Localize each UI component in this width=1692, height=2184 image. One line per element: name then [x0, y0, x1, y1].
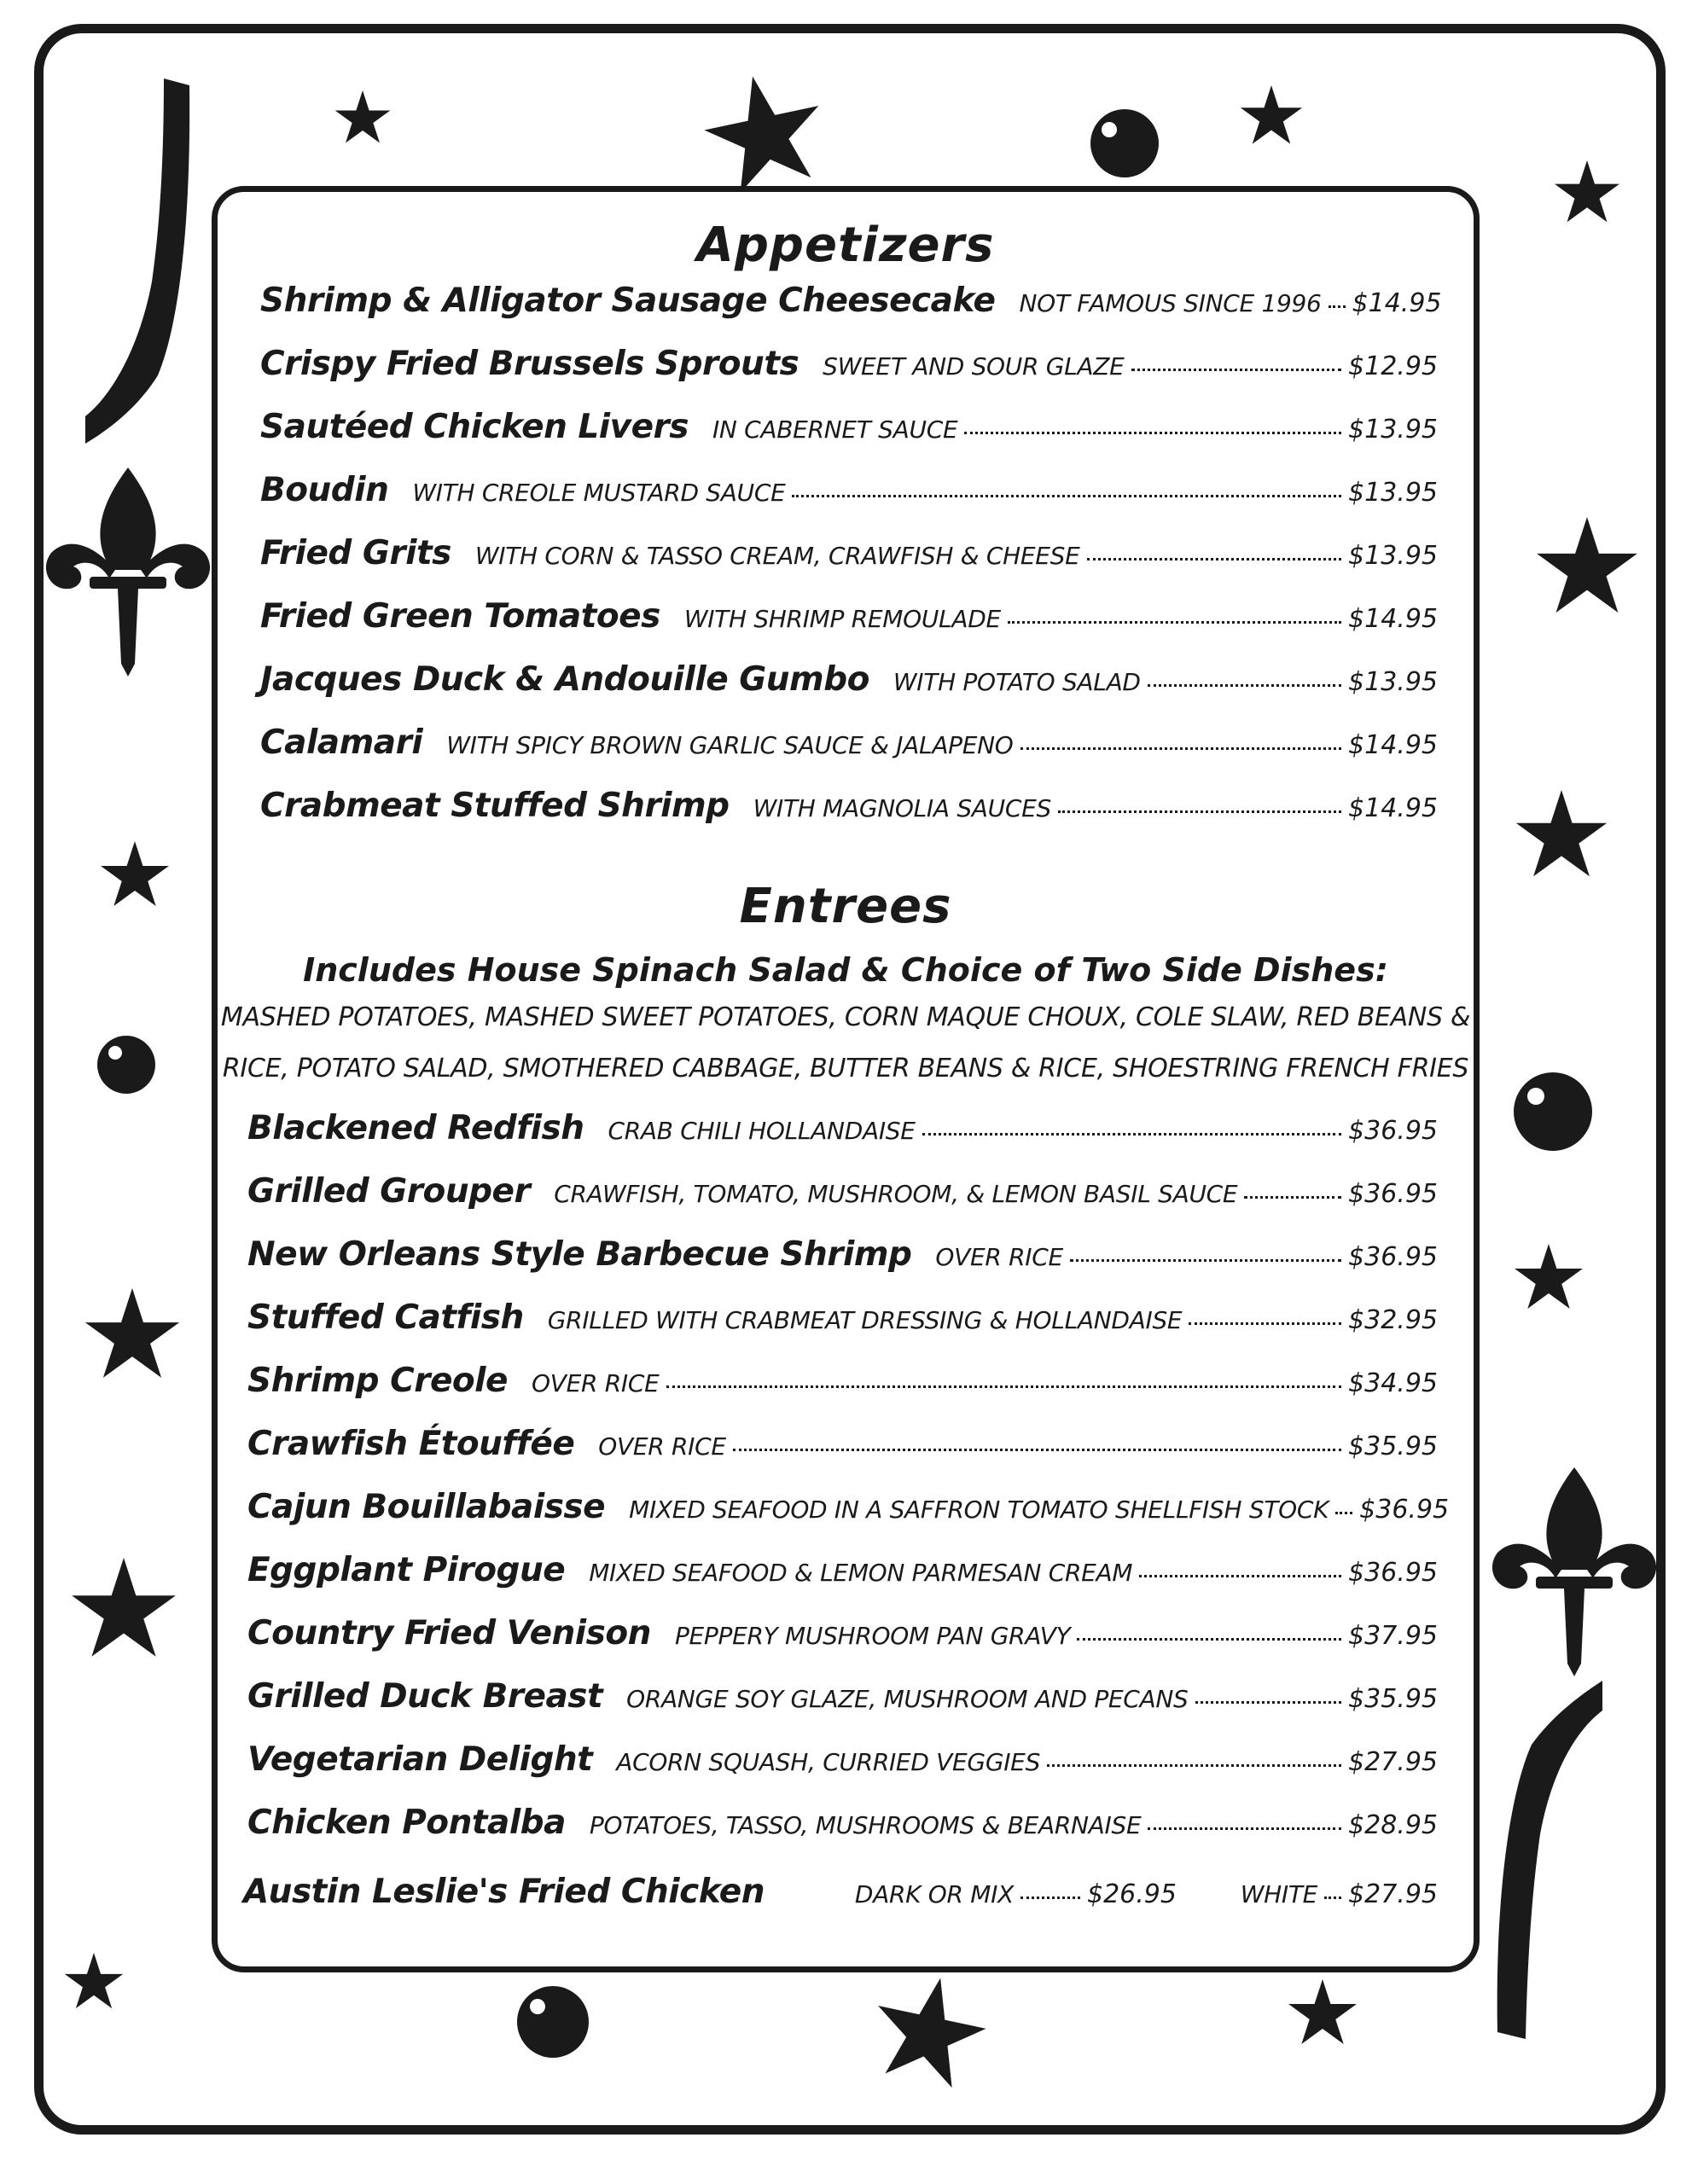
item-description: OVER RICE	[532, 1369, 660, 1397]
star-icon	[1537, 517, 1637, 613]
menu-item	[247, 1235, 1438, 1287]
menu-item	[247, 1614, 1438, 1665]
menu-item	[247, 1677, 1438, 1728]
option-white-price: $27.95	[1348, 1879, 1438, 1909]
star-icon	[1241, 85, 1302, 144]
option-white-label: WHITE	[1240, 1880, 1318, 1908]
item-price: $36.95	[1348, 1558, 1438, 1588]
item-price: $37.95	[1348, 1621, 1438, 1651]
menu-item	[247, 1740, 1438, 1792]
dot-leader	[792, 495, 1341, 497]
item-name: Stuffed Catfish	[247, 1298, 524, 1337]
fleur-de-lis-icon	[46, 468, 210, 677]
item-description: PEPPERY MUSHROOM PAN GRAVY	[674, 1622, 1071, 1650]
item-description: MIXED SEAFOOD IN A SAFFRON TOMATO SHELLFISH STOCK	[629, 1496, 1329, 1524]
menu-item	[247, 1425, 1438, 1476]
item-name: Austin Leslie's Fried Chicken	[243, 1873, 765, 1911]
olive-icon	[1090, 109, 1159, 177]
dot-leader	[1020, 747, 1341, 750]
item-name: Blackened Redfish	[247, 1109, 584, 1147]
item-description: WITH POTATO SALAD	[893, 668, 1141, 696]
star-icon	[864, 1966, 994, 2092]
menu-item	[247, 1551, 1438, 1602]
star-icon	[1516, 790, 1608, 876]
item-description: WITH SHRIMP REMOULADE	[683, 605, 1001, 633]
star-icon	[72, 1558, 176, 1657]
item-description: NOT FAMOUS SINCE 1996	[1019, 289, 1322, 317]
item-name: Eggplant Pirogue	[247, 1551, 566, 1589]
item-name: Shrimp & Alligator Sausage Cheesecake	[260, 282, 996, 320]
swoosh-top-left	[85, 78, 189, 444]
dot-leader	[1335, 1512, 1352, 1514]
item-name: Crabmeat Stuffed Shrimp	[260, 787, 730, 825]
menu-item	[260, 534, 1438, 585]
star-icon	[101, 841, 169, 906]
item-price: $28.95	[1348, 1810, 1438, 1840]
menu-item	[260, 723, 1438, 775]
item-price: $35.95	[1348, 1684, 1438, 1714]
olive-icon	[517, 1986, 589, 2058]
item-name: Sautéed Chicken Livers	[260, 408, 689, 446]
appetizers-title: Appetizers	[696, 218, 995, 273]
menu-item	[260, 408, 1438, 459]
item-price: $27.95	[1348, 1747, 1438, 1777]
dot-leader	[1077, 1638, 1341, 1641]
dot-leader	[1070, 1259, 1341, 1262]
entrees-subtitle: Includes House Spinach Salad & Choice of Two Side Dishes:	[303, 951, 1388, 989]
menu-item	[260, 787, 1438, 838]
item-name: Country Fried Venison	[247, 1614, 651, 1653]
dot-leader	[922, 1133, 1341, 1136]
star-icon	[1515, 1244, 1583, 1309]
menu-item	[260, 282, 1442, 333]
option-dark-price: $26.95	[1087, 1879, 1177, 1909]
star-icon	[1555, 160, 1619, 222]
dot-leader	[1244, 1196, 1341, 1199]
item-description: WITH CREOLE MUSTARD SAUCE	[412, 479, 786, 507]
item-description: POTATOES, TASSO, MUSHROOMS & BEARNAISE	[589, 1811, 1142, 1839]
item-price: $14.95	[1348, 793, 1438, 823]
item-name: Fried Grits	[260, 534, 451, 572]
star-icon	[65, 1953, 123, 2008]
dot-leader	[1189, 1322, 1341, 1325]
item-price: $14.95	[1348, 604, 1438, 634]
option-dark-label: DARK OR MIX	[854, 1880, 1014, 1908]
item-price: $13.95	[1348, 415, 1438, 444]
menu-item	[247, 1298, 1438, 1350]
menu-item	[247, 1488, 1450, 1539]
menu-item	[260, 345, 1438, 396]
item-name: Calamari	[260, 723, 423, 762]
item-description: SWEET AND SOUR GLAZE	[823, 352, 1125, 380]
item-name: Jacques Duck & Andouille Gumbo	[260, 660, 869, 699]
dot-leader	[1148, 684, 1341, 687]
dot-leader	[1047, 1764, 1341, 1767]
fleur-de-lis-icon	[1492, 1467, 1656, 1676]
swoosh-bottom-right	[1497, 1681, 1602, 2039]
item-name: Cajun Bouillabaisse	[247, 1488, 606, 1526]
item-name: Grilled Duck Breast	[247, 1677, 603, 1716]
menu-item	[260, 597, 1438, 648]
item-description: WITH MAGNOLIA SAUCES	[753, 794, 1051, 822]
menu-panel	[212, 186, 1480, 1972]
item-description: OVER RICE	[935, 1243, 1063, 1271]
olive-icon	[1514, 1072, 1592, 1151]
item-price: $13.95	[1348, 667, 1438, 697]
item-price: $13.95	[1348, 478, 1438, 508]
star-icon	[335, 90, 391, 143]
item-price: $36.95	[1348, 1179, 1438, 1209]
item-description: ACORN SQUASH, CURRIED VEGGIES	[616, 1748, 1041, 1776]
dot-leader	[666, 1385, 1342, 1388]
dot-leader	[1148, 1827, 1341, 1830]
item-description: GRILLED WITH CRABMEAT DRESSING & HOLLANDAISE	[547, 1306, 1183, 1334]
dot-leader	[1058, 810, 1341, 813]
menu-item	[247, 1804, 1438, 1855]
item-description: WITH CORN & TASSO CREAM, CRAWFISH & CHEESE	[474, 542, 1080, 570]
item-price: $34.95	[1348, 1368, 1438, 1398]
item-description: MIXED SEAFOOD & LEMON PARMESAN CREAM	[589, 1559, 1133, 1587]
item-name: Fried Green Tomatoes	[260, 597, 660, 636]
dot-leader	[733, 1449, 1341, 1451]
item-name: Shrimp Creole	[247, 1362, 509, 1400]
item-name: Crispy Fried Brussels Sprouts	[260, 345, 799, 383]
item-price: $14.95	[1348, 730, 1438, 760]
item-price: $14.95	[1352, 288, 1442, 318]
dot-leader	[1087, 558, 1341, 561]
star-icon	[695, 64, 833, 197]
star-icon	[1288, 1979, 1357, 2044]
dot-leader	[1131, 369, 1341, 371]
item-price: $32.95	[1348, 1305, 1438, 1335]
item-description: CRAB CHILI HOLLANDAISE	[608, 1117, 916, 1145]
menu-item	[260, 471, 1438, 522]
sides-line-2: RICE, POTATO SALAD, SMOTHERED CABBAGE, BUTTER BEANS & RICE, SHOESTRING FRENCH FRIES	[222, 1054, 1469, 1083]
item-price: $35.95	[1348, 1432, 1438, 1461]
item-name: New Orleans Style Barbecue Shrimp	[247, 1235, 912, 1274]
item-description: WITH SPICY BROWN GARLIC SAUCE & JALAPENO	[446, 731, 1014, 759]
entrees-title: Entrees	[739, 879, 952, 934]
item-name: Vegetarian Delight	[247, 1740, 593, 1779]
item-price: $36.95	[1348, 1116, 1438, 1146]
item-name: Boudin	[260, 471, 389, 509]
dot-leader	[1195, 1701, 1342, 1704]
menu-item	[247, 1109, 1438, 1160]
menu-item	[260, 660, 1438, 712]
item-price: $36.95	[1348, 1242, 1438, 1272]
item-price: $36.95	[1359, 1495, 1450, 1525]
item-description: IN CABERNET SAUCE	[712, 415, 958, 444]
item-name: Chicken Pontalba	[247, 1804, 566, 1842]
item-price: $13.95	[1348, 541, 1438, 571]
item-price: $12.95	[1348, 351, 1438, 381]
item-description: CRAWFISH, TOMATO, MUSHROOM, & LEMON BASIL SAUCE	[554, 1180, 1238, 1208]
menu-item	[247, 1172, 1438, 1223]
dot-leader	[1139, 1575, 1341, 1577]
item-description: ORANGE SOY GLAZE, MUSHROOM AND PECANS	[626, 1685, 1189, 1713]
item-name: Grilled Grouper	[247, 1172, 531, 1211]
dot-leader	[1329, 305, 1346, 308]
star-icon	[85, 1288, 179, 1378]
item-description: OVER RICE	[598, 1432, 726, 1461]
olive-icon	[97, 1036, 155, 1094]
dot-leader	[964, 432, 1341, 434]
dot-leader	[1008, 621, 1341, 624]
item-name: Crawfish Étouffée	[247, 1425, 575, 1463]
menu-item	[247, 1362, 1438, 1413]
sides-line-1: MASHED POTATOES, MASHED SWEET POTATOES, CORN MAQUE CHOUX, COLE SLAW, RED BEANS &	[220, 1002, 1471, 1032]
menu-item-fried-chicken	[243, 1873, 1438, 1924]
